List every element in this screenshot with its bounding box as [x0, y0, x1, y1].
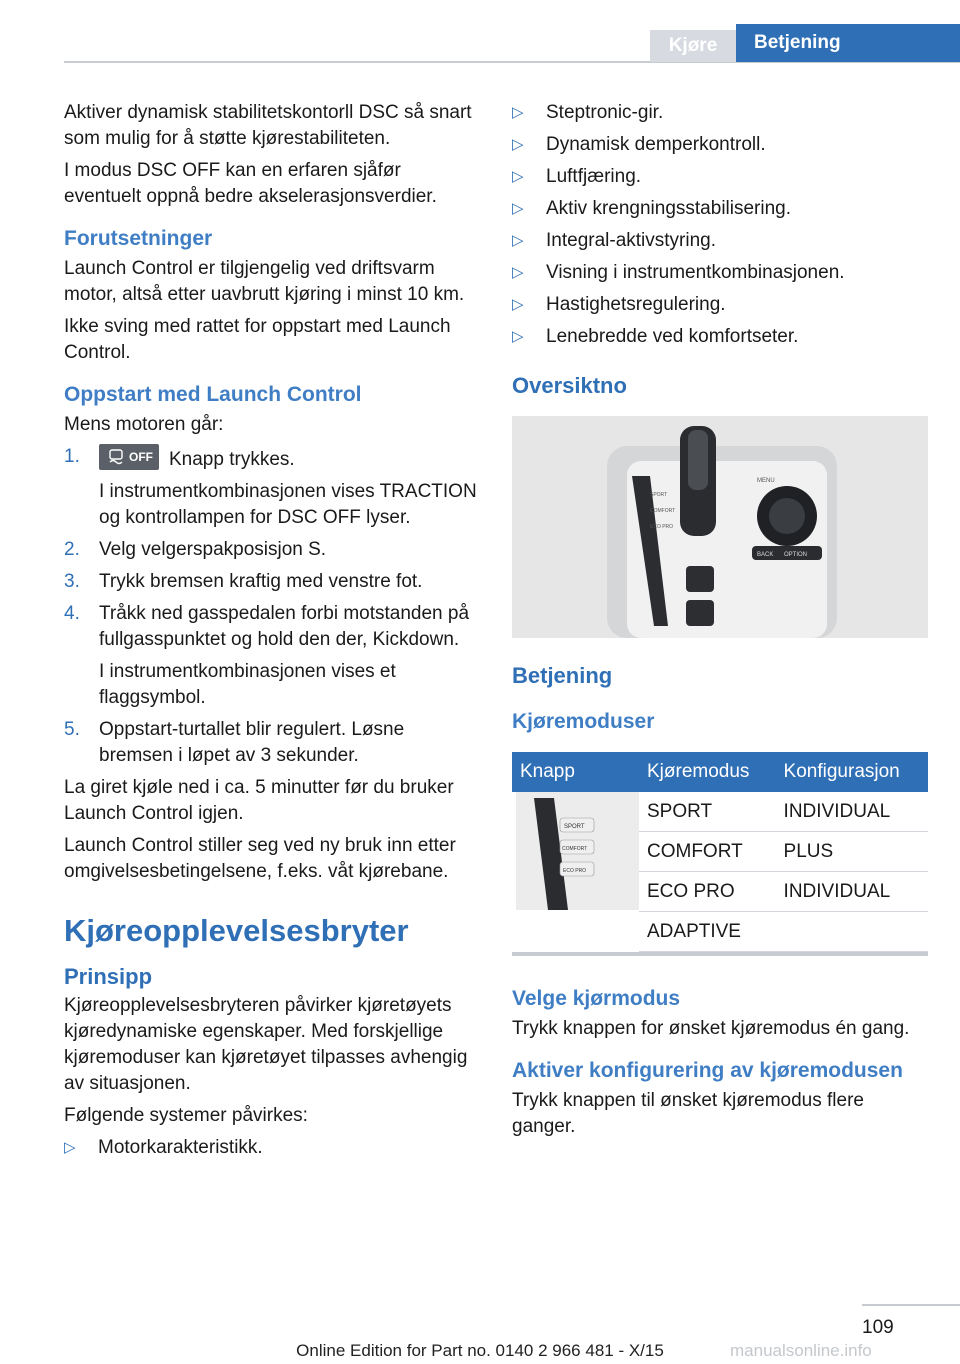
left-column: [64, 100, 480, 1167]
heading-betjening: Betjening: [512, 663, 613, 688]
paragraph: Aktiver dynamisk stabilitetskontorll DSC så snart som mulig for å støtte kjørestabiliteten.: [64, 102, 472, 149]
mode-button-comfort: COMFORT: [562, 846, 588, 852]
paragraph: Mens motoren går:: [64, 414, 224, 435]
off-label: OFF: [129, 450, 153, 464]
list-item: [64, 537, 480, 563]
watermark: manualsonline.info: [730, 1341, 872, 1360]
step-text: Trykk bremsen kraftig med venstre fot.: [99, 571, 423, 592]
list-item: [64, 444, 480, 531]
mode-cell: ECO PRO: [639, 872, 776, 912]
paragraph: Ikke sving med rattet for oppstart med Launch Control.: [64, 316, 451, 363]
list-item: [512, 292, 928, 318]
step-text: Oppstart-turtallet blir regulert. Løsne bremsen i løpet av 3 sekunder.: [99, 719, 405, 766]
mode-cell: ADAPTIVE: [639, 912, 776, 952]
section-tab-kjore: Kjøre: [650, 30, 736, 62]
table-bottom-rule: [512, 952, 928, 956]
heading-forutsetninger: Forutsetninger: [64, 227, 213, 250]
paragraph: Trykk knappen for ønsket kjøremodus én gang.: [512, 1018, 910, 1039]
mode-cell: COMFORT: [639, 832, 776, 872]
heading-velge-kjoremodus: Velge kjørmodus: [512, 987, 681, 1010]
bullet-text: Motorkarakteristikk.: [98, 1137, 263, 1158]
heading-aktiver-konfigurering: Aktiver konfigurering av kjøremodusen: [512, 1059, 903, 1082]
edition-note: Online Edition for Part no. 0140 2 966 481 - X/15: [296, 1341, 664, 1360]
step-subtext: I instrumentkombinasjonen vises TRACTION og kontrollampen for DSC OFF lyser.: [99, 481, 477, 528]
console-label-back: BACK: [757, 552, 774, 558]
list-item: [64, 717, 480, 769]
page-header: [0, 0, 960, 62]
list-item: [512, 132, 928, 158]
config-cell: INDIVIDUAL: [776, 872, 928, 912]
heading-kjoremoduser: Kjøremoduser: [512, 710, 655, 733]
col-header-knapp: Knapp: [512, 752, 639, 792]
footer-rule: [862, 1304, 960, 1306]
step-text: Knapp trykkes.: [169, 449, 295, 470]
skid-car-icon: [107, 448, 125, 466]
section-tab-betjening: Betjening: [736, 24, 960, 62]
col-header-kjoremodus: Kjøremodus: [639, 752, 776, 792]
page-number: 109: [862, 1317, 894, 1338]
triangle-bullet-icon: ▷: [512, 200, 524, 217]
bullet-text: Visning i instrumentkombinasjonen.: [546, 262, 845, 283]
step-number: 5.: [64, 719, 80, 740]
heading-oversikt: Oversiktno: [512, 373, 627, 398]
heading-oppstart: Oppstart med Launch Control: [64, 383, 362, 406]
step-subtext: I instrumentkombinasjonen vises et flaggsymbol.: [99, 661, 396, 708]
list-item: [512, 324, 928, 350]
table-header-row: [512, 752, 928, 792]
step-number: 1.: [64, 446, 80, 467]
console-label-menu: MENU: [757, 478, 775, 484]
systems-list: [64, 1135, 480, 1161]
step-text: Velg velgerspakposisjon S.: [99, 539, 327, 560]
bullet-text: Aktiv krengningsstabilisering.: [546, 198, 792, 219]
col-header-konfigurasjon: Konfigurasjon: [776, 752, 928, 792]
button-photo-cell: [512, 792, 639, 952]
triangle-bullet-icon: ▷: [512, 264, 524, 281]
list-item: [64, 569, 480, 595]
drive-modes-table: [512, 752, 928, 952]
step-text: Tråkk ned gasspedalen forbi motstanden på fullgasspunktet og hold den der, Kickdown.: [99, 603, 470, 650]
heading-kjoreopplevelsesbryter: Kjøreopplevelsesbryter: [64, 913, 409, 948]
list-item: [64, 601, 480, 711]
step-number: 4.: [64, 603, 80, 624]
triangle-bullet-icon: ▷: [512, 168, 524, 185]
config-cell: [776, 912, 928, 952]
paragraph: Launch Control stiller seg ved ny bruk inn etter omgivelsesbetingelsene, f.eks. våt kjørebane.: [64, 835, 456, 882]
list-item: [512, 260, 928, 286]
console-label-option: OPTION: [784, 552, 808, 558]
table-row: [512, 792, 928, 832]
paragraph: Trykk knappen til ønsket kjøremodus flere ganger.: [512, 1090, 864, 1137]
bullet-text: Hastighetsregulering.: [546, 294, 726, 315]
dsc-off-button-icon: [99, 444, 159, 470]
console-label-comfort: COMFORT: [650, 508, 676, 514]
triangle-bullet-icon: ▷: [512, 232, 524, 249]
triangle-bullet-icon: ▷: [512, 104, 524, 121]
config-cell: INDIVIDUAL: [776, 792, 928, 832]
config-cell: PLUS: [776, 832, 928, 872]
console-illustration: [512, 416, 928, 638]
step-number: 3.: [64, 571, 80, 592]
triangle-bullet-icon: ▷: [512, 296, 524, 313]
triangle-bullet-icon: ▷: [512, 328, 524, 345]
mode-buttons-photo: [516, 792, 639, 910]
steps-list: [64, 444, 480, 769]
paragraph: Kjøreopplevelsesbryteren påvirker kjøretøyets kjøredynamiske egenskaper. Med forskjellige kjøremoduser kan kjøretøyet tilpasses avhengig av situasjonen.: [64, 995, 468, 1094]
systems-list-continued: [512, 100, 928, 350]
bullet-text: Dynamisk demperkontroll.: [546, 134, 766, 155]
list-item: [512, 196, 928, 222]
mode-button-eco-pro: ECO PRO: [563, 868, 587, 874]
list-item: [512, 164, 928, 190]
mode-buttons-illustration: [516, 792, 639, 910]
console-label-sport: SPORT: [650, 492, 668, 498]
paragraph: Følgende systemer påvirkes:: [64, 1105, 308, 1126]
triangle-bullet-icon: ▷: [64, 1139, 76, 1156]
console-label-eco-pro: ECO PRO: [650, 524, 674, 530]
heading-prinsipp: Prinsipp: [64, 964, 153, 989]
step-number: 2.: [64, 539, 80, 560]
right-column: [512, 100, 928, 1146]
center-console-photo: [512, 416, 928, 638]
bullet-text: Steptronic-gir.: [546, 102, 664, 123]
list-item: [512, 228, 928, 254]
paragraph: Launch Control er tilgjengelig ved driftsvarm motor, altså etter uavbrutt kjøring i minst 10 km.: [64, 258, 465, 305]
list-item: [64, 1135, 480, 1161]
bullet-text: Integral-aktivstyring.: [546, 230, 717, 251]
paragraph: I modus DSC OFF kan en erfaren sjåfør eventuelt oppnå bedre akselerasjonsverdier.: [64, 160, 437, 207]
list-item: [512, 100, 928, 126]
triangle-bullet-icon: ▷: [512, 136, 524, 153]
paragraph: La giret kjøle ned i ca. 5 minutter før du bruker Launch Control igjen.: [64, 777, 454, 824]
mode-button-sport: SPORT: [564, 824, 585, 830]
bullet-text: Luftfjæring.: [546, 166, 642, 187]
bullet-text: Lenebredde ved komfortseter.: [546, 326, 799, 347]
mode-cell: SPORT: [639, 792, 776, 832]
